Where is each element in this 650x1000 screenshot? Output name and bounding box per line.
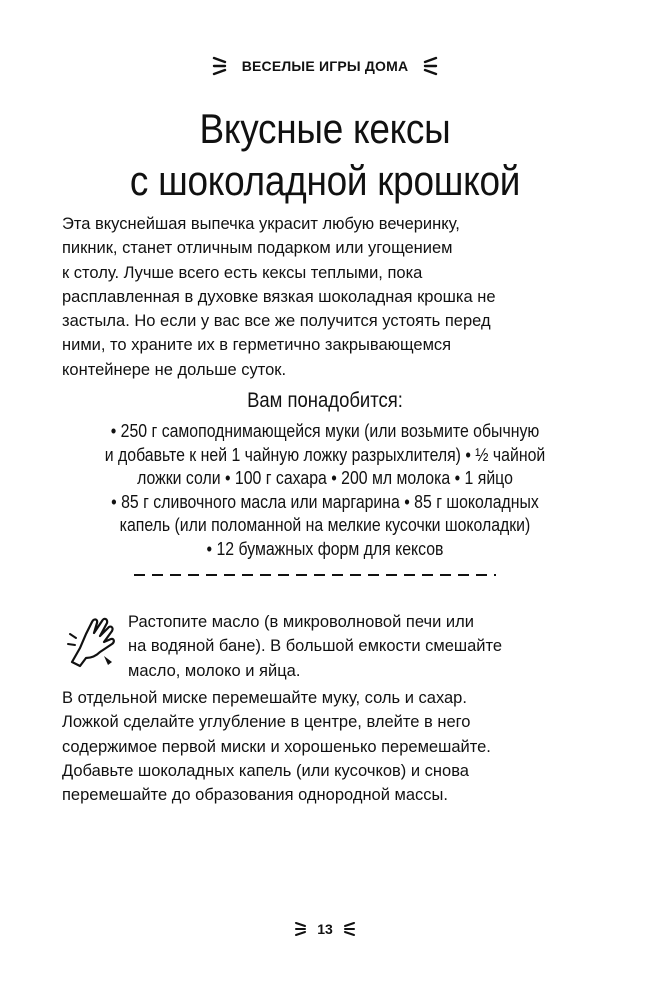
step-line: Ложкой сделайте углубление в центре, влейте в него (62, 713, 471, 732)
burst-lines-right-icon (343, 920, 356, 938)
page-footer (0, 920, 650, 938)
intro-paragraph (62, 212, 602, 382)
intro-line: расплавленная в духовке вязкая шоколадная крошка не (62, 287, 496, 306)
running-header (0, 55, 650, 77)
ingredients-line: • 12 бумажных форм для кексов (206, 538, 444, 559)
step-line: содержимое первой миски и хорошенько перемешайте. (62, 737, 491, 756)
intro-line: ними, то храните их в герметично закрывающемся (62, 336, 452, 355)
intro-line: Эта вкуснейшая выпечка украсит любую вечеринку, (62, 215, 460, 233)
step-1-text (128, 610, 608, 683)
ingredients-line: капель (или поломанной на мелкие кусочки шоколадки) (119, 515, 531, 535)
step-line: Добавьте шоколадных капель (или кусочков) и снова (62, 761, 469, 780)
intro-line: контейнере не дольше суток. (62, 360, 287, 379)
dashed-divider (134, 572, 496, 578)
hand-icon (66, 612, 118, 668)
intro-line: пикник, станет отличным подарком или угощением (62, 239, 453, 258)
page-title-line-1: Вкусные кексы (199, 105, 451, 152)
ingredients-line: и добавьте к ней 1 чайную ложку разрыхлителя) • ½ чайной (104, 444, 546, 465)
burst-lines-left-icon (212, 55, 228, 77)
step-line: перемешайте до образования однородной массы. (62, 786, 448, 805)
step-line: В отдельной миске перемешайте муку, соль и сахар. (62, 689, 467, 707)
intro-line: к столу. Лучше всего есть кексы теплыми, пока (62, 263, 423, 282)
step-line: масло, молоко и яйца. (128, 661, 301, 680)
burst-lines-right-icon (422, 55, 438, 77)
ingredients-line: ложки соли • 100 г сахара • 200 мл молока • 1 яйцо (137, 468, 513, 488)
step-line: Растопите масло (в микроволновой печи или (128, 613, 474, 631)
page-title-line-2: с шоколадной крошкой (129, 157, 521, 204)
ingredients-list (39, 420, 611, 561)
step-line: на водяной бане). В большой емкости смешайте (128, 637, 503, 656)
page-number: 13 (317, 921, 333, 938)
intro-line: застыла. Но если у вас все же получится устоять перед (62, 312, 491, 331)
ingredients-line: • 85 г сливочного масла или маргарина • 85 г шоколадных (111, 491, 539, 512)
ingredients-line: • 250 г самоподнимающейся муки (или возьмите обычную (110, 421, 540, 441)
burst-lines-left-icon (294, 920, 307, 938)
ingredients-heading: Вам понадобится: (247, 389, 403, 412)
page-title (39, 103, 611, 207)
step-2-text (62, 686, 602, 807)
running-title: ВЕСЕЛЫЕ ИГРЫ ДОМА (241, 58, 409, 74)
